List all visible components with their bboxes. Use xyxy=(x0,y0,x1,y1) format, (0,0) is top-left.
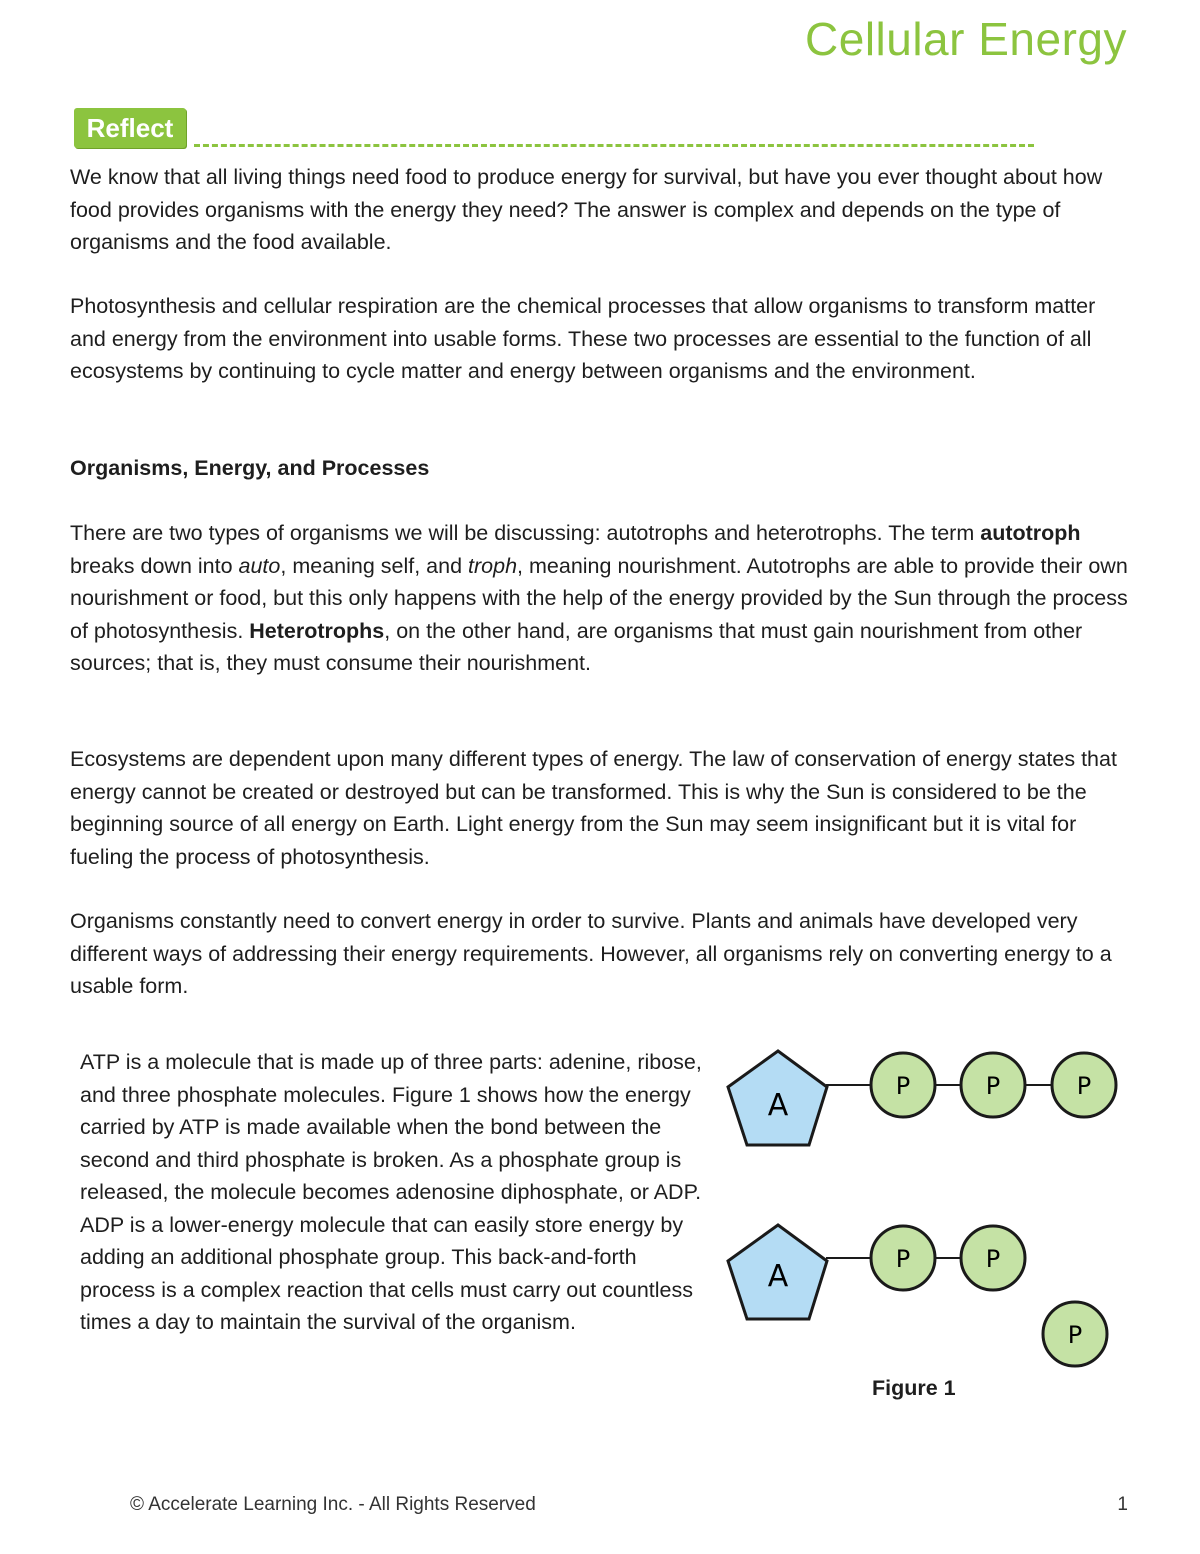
section-header xyxy=(74,108,1044,152)
atp-adenine-label: A xyxy=(767,1088,789,1123)
atp-adp-diagram xyxy=(718,1040,1138,1380)
footer-copyright: © Accelerate Learning Inc. - All Rights Reserved xyxy=(130,1494,536,1515)
adp-adenine-label: A xyxy=(767,1259,789,1294)
figure-caption: Figure 1 xyxy=(872,1376,956,1400)
adp-phosphate-1-label: P xyxy=(895,1245,911,1273)
text-span: There are two types of organisms we will be discussing: autotrophs and heterotrophs. The term xyxy=(70,521,981,545)
page-title: Cellular Energy xyxy=(805,13,1127,65)
term-auto: auto xyxy=(238,553,281,578)
processes-paragraph: Photosynthesis and cellular respiration are the chemical processes that allow organisms to transform matter and energy from the environment into usable forms. These two processes are essential to the function of all ecosystems by continuing to cycle matter and energy between organisms and the environment. xyxy=(70,294,1096,383)
term-autotroph: autotroph xyxy=(980,521,1081,545)
adp-phosphate-2-label: P xyxy=(985,1245,1001,1273)
atp-phosphate-3-label: P xyxy=(1076,1072,1092,1100)
text-span: , on the other hand, are organisms that must gain nourishment from other sources; that is, they must consume their nourishment. xyxy=(70,618,1083,675)
term-troph: troph xyxy=(468,553,518,578)
intro-paragraph: We know that all living things need food to produce energy for survival, but have you ever thought about how food provides organisms with the energy they need? The answer is complex and depends on the type of organisms and the food available. xyxy=(70,165,1103,254)
released-phosphate-label: P xyxy=(1067,1321,1083,1349)
text-span: , meaning nourishment. Autotrophs are able to provide their own nourishment or food, but this only happens with the help of the energy provided by the Sun through the process of photosynthesis. xyxy=(70,553,1128,643)
atp-paragraph: ATP is a molecule that is made up of three parts: adenine, ribose, and three phosphate molecules. Figure 1 shows how the energy carried by ATP is made available when the bond between the second and third phosphate is broken. As a phosphate group is released, the molecule becomes adenosine diphosphate, or ADP. ADP is a lower-energy molecule that can easily store energy by adding an additional phosphate group. This back-and-forth process is a complex reaction that cells must carry out countless times a day to maintain the survival of the organism. xyxy=(80,1050,702,1334)
page-number: 1 xyxy=(1117,1494,1128,1515)
atp-phosphate-1-label: P xyxy=(895,1072,911,1100)
atp-phosphate-2-label: P xyxy=(985,1072,1001,1100)
text-span: breaks down into xyxy=(70,553,239,578)
ecosystems-paragraph: Ecosystems are dependent upon many different types of energy. The law of conservation of energy states that energy cannot be created or destroyed but can be transformed. This is why the Sun is considered to be the beginning source of all energy on Earth. Light energy from the Sun may seem insignificant but it is vital for fueling the process of photosynthesis. xyxy=(70,747,1117,869)
term-heterotrophs: Heterotrophs xyxy=(249,618,385,643)
reflect-badge: Reflect xyxy=(74,108,186,148)
dashed-divider xyxy=(194,144,1034,147)
text-span: , meaning self, and xyxy=(280,553,469,578)
conversion-paragraph: Organisms constantly need to convert energy in order to survive. Plants and animals have developed very different ways of addressing their energy requirements. However, all organisms rely on converting energy to a usable form. xyxy=(70,909,1112,998)
organisms-paragraph xyxy=(70,517,1130,680)
atp-adp-figure xyxy=(718,1040,1138,1420)
section-heading: Organisms, Energy, and Processes xyxy=(70,456,430,480)
